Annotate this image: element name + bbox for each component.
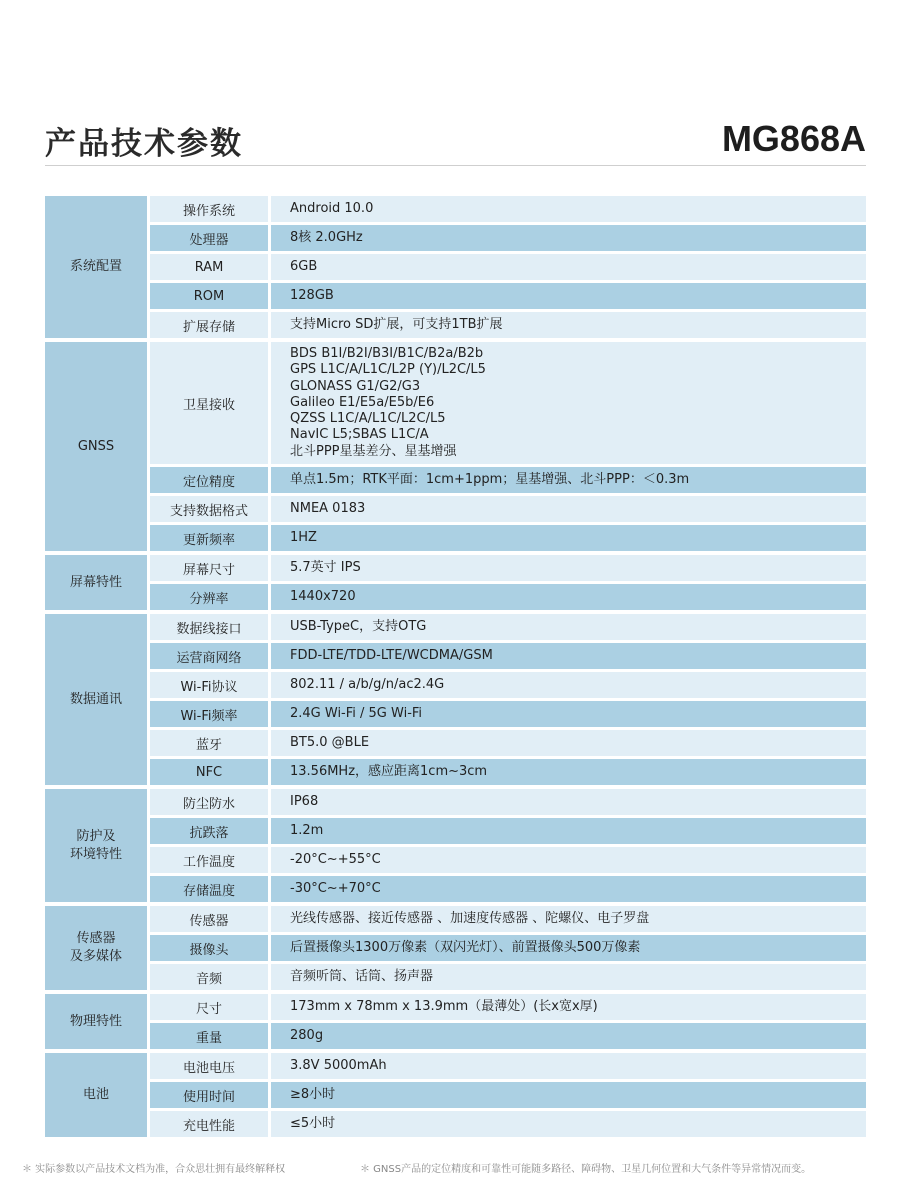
spec-value: 5.7英寸 IPS <box>271 555 866 581</box>
header-divider <box>45 165 866 166</box>
spec-value: 1440x720 <box>271 584 866 610</box>
spec-row <box>150 1023 866 1049</box>
spec-group <box>45 906 866 990</box>
spec-label: 使用时间 <box>150 1082 268 1108</box>
category-label: 防护及 环境特性 <box>45 789 147 902</box>
spec-row <box>150 818 866 844</box>
spec-value: 后置摄像头1300万像素（双闪光灯）、前置摄像头500万像素 <box>271 935 866 961</box>
spec-label: 重量 <box>150 1023 268 1049</box>
spec-label: 蓝牙 <box>150 730 268 756</box>
spec-value: 音频听筒、话筒、扬声器 <box>271 964 866 990</box>
spec-value: -30°C~+70°C <box>271 876 866 902</box>
spec-value: 128GB <box>271 283 866 309</box>
spec-label: 音频 <box>150 964 268 990</box>
spec-value: 光线传感器、接近传感器 、加速度传感器 、陀螺仪、电子罗盘 <box>271 906 866 932</box>
spec-label: 传感器 <box>150 906 268 932</box>
spec-value: 2.4G Wi-Fi / 5G Wi-Fi <box>271 701 866 727</box>
spec-row <box>150 555 866 581</box>
spec-label: 更新频率 <box>150 525 268 551</box>
spec-label: 操作系统 <box>150 196 268 222</box>
spec-row <box>150 643 866 669</box>
spec-group <box>45 196 866 338</box>
spec-label: 分辨率 <box>150 584 268 610</box>
spec-rows <box>150 555 866 610</box>
category-label: 数据通讯 <box>45 614 147 785</box>
category-label: GNSS <box>45 342 147 551</box>
spec-row <box>150 672 866 698</box>
footnote-left: ＊ 实际参数以产品技术文档为准，合众思壮拥有最终解释权 <box>22 1164 286 1175</box>
spec-label: 处理器 <box>150 225 268 251</box>
spec-label: 扩展存储 <box>150 312 268 338</box>
spec-label: 抗跌落 <box>150 818 268 844</box>
page-title: 产品技术参数 <box>45 126 243 162</box>
spec-value: 1.2m <box>271 818 866 844</box>
spec-row <box>150 935 866 961</box>
spec-rows <box>150 196 866 338</box>
spec-value: 单点1.5m；RTK平面：1cm+1ppm；星基增强、北斗PPP：＜0.3m <box>271 467 866 493</box>
spec-label: 防尘防水 <box>150 789 268 815</box>
spec-label: 数据线接口 <box>150 614 268 640</box>
spec-row <box>150 730 866 756</box>
spec-row <box>150 225 866 251</box>
spec-row <box>150 876 866 902</box>
spec-label: ROM <box>150 283 268 309</box>
spec-value: 8核 2.0GHz <box>271 225 866 251</box>
category-label: 物理特性 <box>45 994 147 1049</box>
spec-value: 支持Micro SD扩展，可支持1TB扩展 <box>271 312 866 338</box>
category-label: 传感器 及多媒体 <box>45 906 147 990</box>
spec-row <box>150 847 866 873</box>
spec-group <box>45 789 866 902</box>
spec-group <box>45 994 866 1049</box>
spec-table <box>45 196 866 1141</box>
spec-value: USB-TypeC，支持OTG <box>271 614 866 640</box>
spec-row <box>150 701 866 727</box>
spec-row <box>150 254 866 280</box>
spec-row <box>150 1053 866 1079</box>
spec-label: Wi-Fi频率 <box>150 701 268 727</box>
spec-label: 摄像头 <box>150 935 268 961</box>
spec-row <box>150 906 866 932</box>
spec-label: 定位精度 <box>150 467 268 493</box>
spec-row <box>150 312 866 338</box>
spec-value: IP68 <box>271 789 866 815</box>
category-label: 系统配置 <box>45 196 147 338</box>
spec-label: Wi-Fi协议 <box>150 672 268 698</box>
spec-label: RAM <box>150 254 268 280</box>
spec-row <box>150 614 866 640</box>
spec-value: 3.8V 5000mAh <box>271 1053 866 1079</box>
spec-row <box>150 196 866 222</box>
spec-rows <box>150 789 866 902</box>
spec-value: BT5.0 @BLE <box>271 730 866 756</box>
spec-row <box>150 525 866 551</box>
spec-value: Android 10.0 <box>271 196 866 222</box>
spec-value: 280g <box>271 1023 866 1049</box>
spec-row <box>150 1111 866 1137</box>
spec-row <box>150 342 866 464</box>
spec-value: 802.11 / a/b/g/n/ac2.4G <box>271 672 866 698</box>
spec-label: 尺寸 <box>150 994 268 1020</box>
category-label: 屏幕特性 <box>45 555 147 610</box>
footnote-right: ＊ GNSS产品的定位精度和可靠性可能随多路径、障碍物、卫星几何位置和大气条件等异常情况而变。 <box>360 1164 812 1175</box>
spec-rows <box>150 994 866 1049</box>
spec-label: 工作温度 <box>150 847 268 873</box>
spec-row <box>150 964 866 990</box>
spec-label: NFC <box>150 759 268 785</box>
spec-value: FDD-LTE/TDD-LTE/WCDMA/GSM <box>271 643 866 669</box>
spec-value: 1HZ <box>271 525 866 551</box>
model-name: MG868A <box>721 118 866 159</box>
category-label: 电池 <box>45 1053 147 1137</box>
spec-rows <box>150 1053 866 1137</box>
spec-row <box>150 283 866 309</box>
spec-rows <box>150 614 866 785</box>
spec-label: 存储温度 <box>150 876 268 902</box>
spec-rows <box>150 906 866 990</box>
spec-value: 173mm x 78mm x 13.9mm（最薄处）(长x宽x厚) <box>271 994 866 1020</box>
spec-group <box>45 1053 866 1137</box>
spec-row <box>150 789 866 815</box>
spec-value: ≥8小时 <box>271 1082 866 1108</box>
spec-row <box>150 467 866 493</box>
spec-label: 卫星接收 <box>150 342 268 464</box>
spec-row <box>150 759 866 785</box>
spec-value: NMEA 0183 <box>271 496 866 522</box>
spec-label: 屏幕尺寸 <box>150 555 268 581</box>
spec-label: 充电性能 <box>150 1111 268 1137</box>
spec-row <box>150 584 866 610</box>
spec-value: ≤5小时 <box>271 1111 866 1137</box>
spec-row <box>150 496 866 522</box>
spec-row <box>150 1082 866 1108</box>
spec-value: -20°C~+55°C <box>271 847 866 873</box>
spec-label: 支持数据格式 <box>150 496 268 522</box>
spec-group <box>45 342 866 551</box>
spec-value: 6GB <box>271 254 866 280</box>
spec-group <box>45 555 866 610</box>
spec-label: 运营商网络 <box>150 643 268 669</box>
spec-group <box>45 614 866 785</box>
spec-row <box>150 994 866 1020</box>
spec-value: 13.56MHz，感应距离1cm~3cm <box>271 759 866 785</box>
spec-label: 电池电压 <box>150 1053 268 1079</box>
spec-rows <box>150 342 866 551</box>
spec-value: BDS B1I/B2I/B3I/B1C/B2a/B2b GPS L1C/A/L1C/L2P (Y)/L2C/L5 GLONASS G1/G2/G3 Galileo E1/E5a/E5b/E6 QZSS L1C/A/L1C/L2C/L5 NavIC L5;SBAS L1C/A 北斗PPP星基差分、星基增强 <box>271 342 866 464</box>
